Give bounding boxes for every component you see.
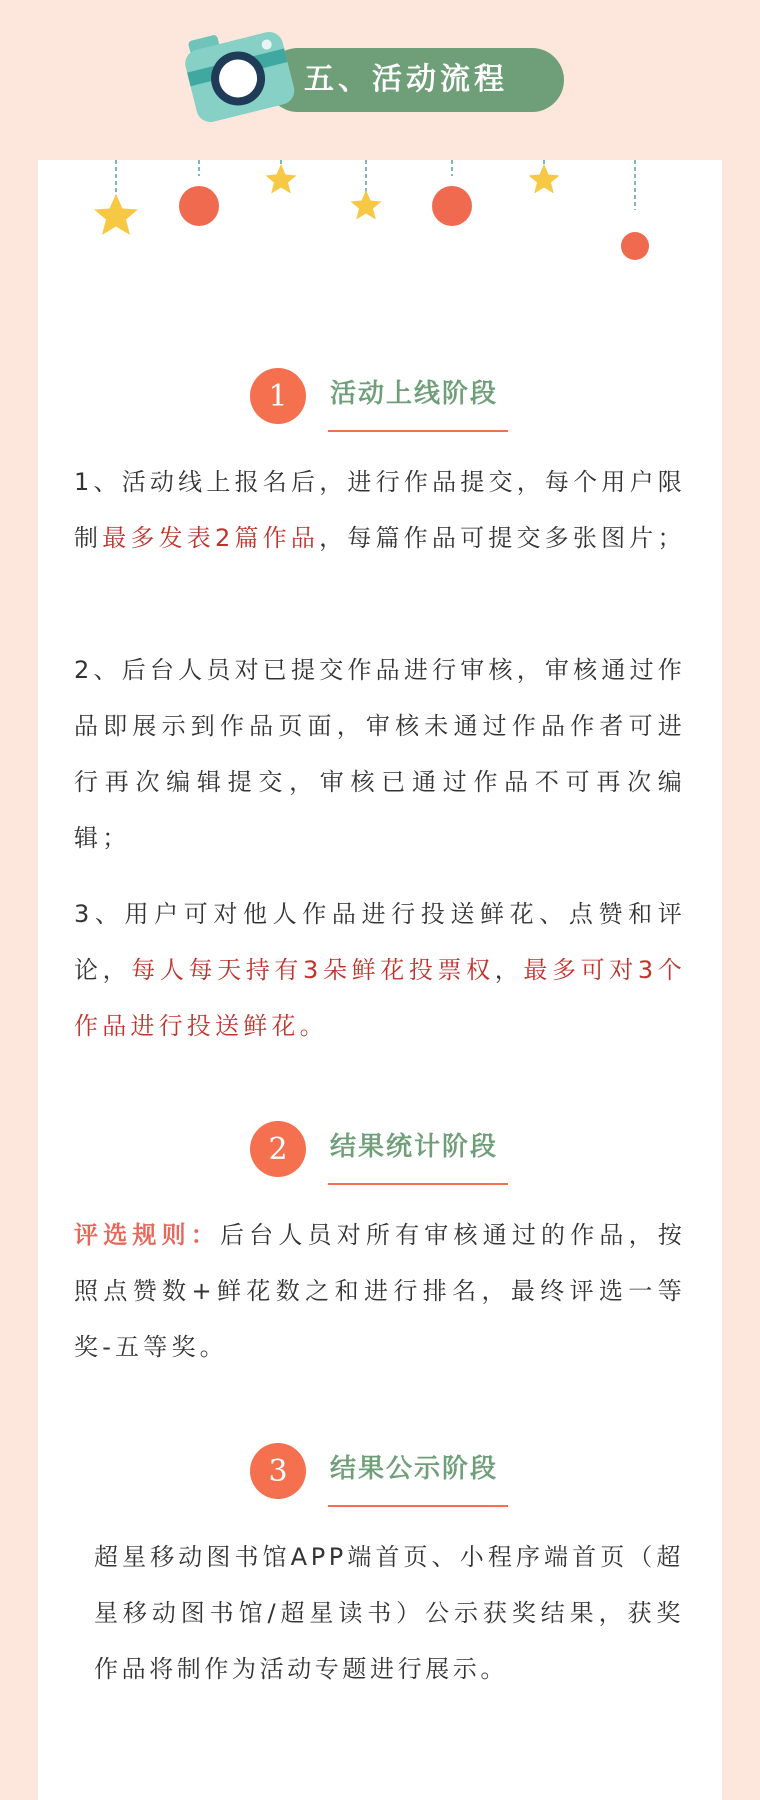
stage-3-paragraph: 超星移动图书馆APP端首页、小程序端首页（超星移动图书馆/超星读书）公示获奖结果，获奖作品将制作为活动专题进行展示。 bbox=[94, 1543, 684, 1683]
stage-1-paragraph-3: 3、用户可对他人作品进行投送鲜花、点赞和评论，每人每天持有3朵鲜花投票权，最多可对3个作品进行投送鲜花。 bbox=[74, 900, 686, 1040]
star-decoration bbox=[266, 164, 297, 194]
content-card bbox=[38, 160, 722, 1800]
ornament-decoration bbox=[432, 186, 472, 226]
stage-underline bbox=[328, 430, 508, 432]
stage-underline bbox=[328, 1505, 508, 1507]
star-decoration bbox=[94, 194, 138, 235]
stage-title: 结果公示阶段 bbox=[330, 1454, 499, 1484]
stage-title: 结果统计阶段 bbox=[330, 1132, 499, 1162]
stage-2-paragraph: 评选规则：后台人员对所有审核通过的作品，按照点赞数+鲜花数之和进行排名，最终评选一等奖-五等奖。 bbox=[74, 1221, 686, 1361]
stage-number-badge: 3 bbox=[250, 1443, 306, 1499]
star-decoration bbox=[529, 164, 560, 194]
ornament-decoration bbox=[179, 186, 219, 226]
highlight-text: 最多可对3个作品进行投送鲜花。 bbox=[74, 956, 686, 1040]
stage-1-paragraph-2: 2、后台人员对已提交作品进行审核，审核通过作品即展示到作品页面，审核未通过作品作者可进行再次编辑提交，审核已通过作品不可再次编辑； bbox=[74, 656, 686, 852]
stage-2-heading bbox=[38, 1113, 722, 1203]
stage-1-paragraph-1: 1、活动线上报名后，进行作品提交，每个用户限制最多发表2篇作品，每篇作品可提交多张图片； bbox=[74, 468, 686, 552]
stage-title: 活动上线阶段 bbox=[330, 379, 499, 409]
stage-1-heading bbox=[38, 360, 722, 450]
camera-icon bbox=[180, 18, 300, 138]
star-decoration bbox=[351, 190, 382, 220]
stage-3-heading bbox=[38, 1435, 722, 1525]
ornament-decoration bbox=[621, 232, 649, 260]
stage-underline bbox=[328, 1183, 508, 1185]
stage-number-badge: 1 bbox=[250, 368, 306, 424]
rule-label: 评选规则： bbox=[74, 1221, 220, 1249]
stage-number-badge: 2 bbox=[250, 1121, 306, 1177]
highlight-text: 最多发表2篇作品 bbox=[102, 524, 320, 552]
section-title: 五、活动流程 bbox=[304, 62, 508, 97]
hanging-decorations bbox=[38, 160, 722, 270]
highlight-text: 每人每天持有3朵鲜花投票权 bbox=[131, 956, 495, 984]
